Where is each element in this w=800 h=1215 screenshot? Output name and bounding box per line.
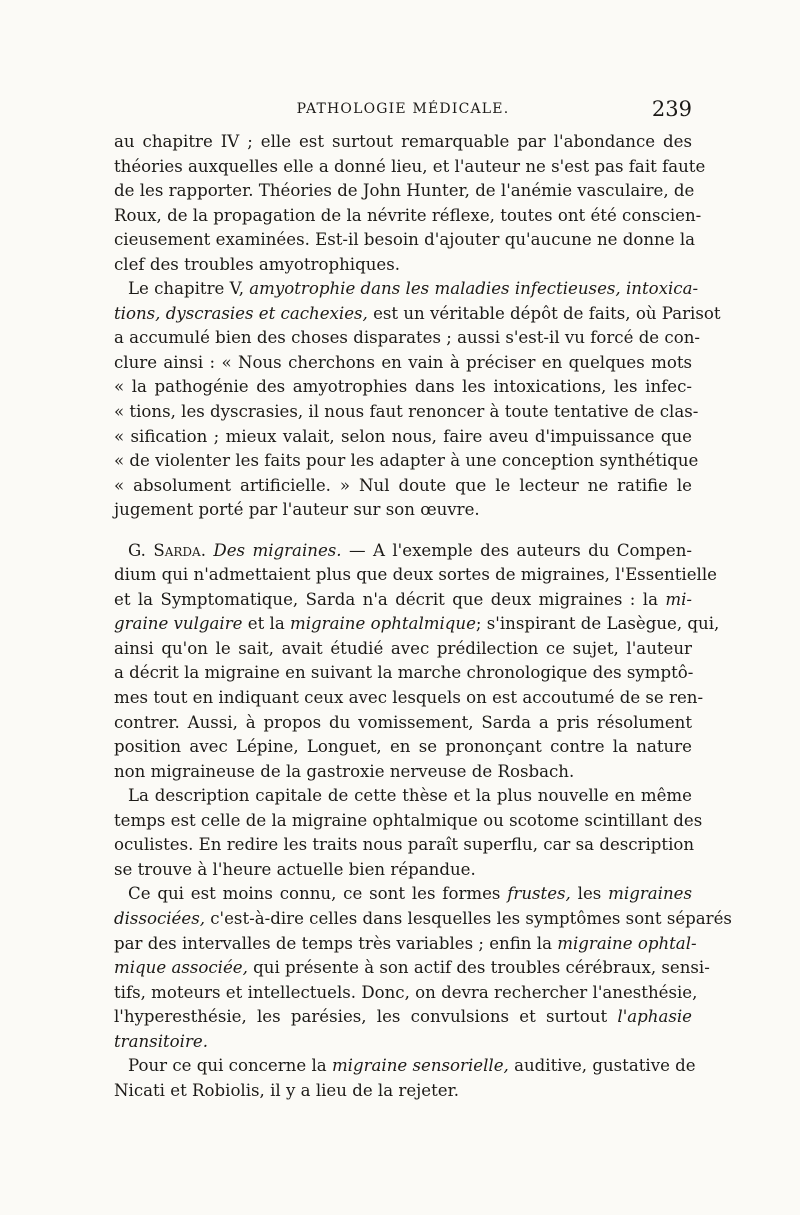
italic-run: amyotrophie dans les maladies infectieuses, intoxica-	[249, 279, 699, 299]
italic-run: migraines	[608, 884, 692, 904]
text-line	[114, 425, 692, 450]
text-line	[114, 858, 692, 883]
text-line	[114, 809, 703, 834]
italic-run: frustes,	[507, 884, 571, 904]
italic-run: tions, dyscrasies et cachexies,	[114, 303, 368, 323]
text-run: par des intervalles de temps très variables ; enfin la	[114, 933, 558, 953]
italic-run: migraine sensorielle,	[331, 1056, 509, 1076]
text-run: ; s'inspirant de Lasègue, qui,	[475, 614, 720, 634]
text-line	[114, 474, 692, 499]
text-run: « la pathogénie des amyotrophies dans les intoxications, les infec-	[114, 377, 692, 397]
text-line	[114, 686, 704, 711]
text-run: temps est celle de la migraine ophtalmique ou scotome scintillant des	[114, 810, 703, 830]
text-line	[114, 204, 702, 229]
italic-run: migraine ophtalmique	[290, 614, 476, 634]
text-line	[114, 711, 692, 736]
text-line	[114, 1005, 692, 1030]
text-line	[114, 612, 720, 637]
italic-run: l'aphasie	[617, 1007, 692, 1027]
text-line	[114, 661, 692, 686]
body-text	[114, 130, 732, 1103]
text-run: « tions, les dyscrasies, il nous faut renoncer à toute tentative de clas-	[114, 402, 699, 422]
text-line	[114, 784, 692, 809]
text-run: jugement porté par l'auteur sur son œuvre.	[114, 500, 480, 520]
text-run: non migraineuse de la gastroxie nerveuse de Rosbach.	[114, 761, 575, 781]
text-line	[114, 588, 692, 613]
text-run: dium qui n'admettaient plus que deux sortes de migraines, l'Essentielle	[114, 565, 717, 585]
text-run: théories auxquelles elle a donné lieu, et l'auteur ne s'est pas fait faute	[114, 156, 706, 176]
text-run: auditive, gustative de	[508, 1056, 696, 1076]
text-line	[114, 563, 717, 588]
text-line	[114, 907, 732, 932]
text-run: a accumulé bien des choses disparates ; aussi s'est-il vu forcé de con-	[114, 328, 700, 348]
paragraph	[114, 1054, 696, 1103]
text-line	[114, 735, 692, 760]
text-line	[114, 637, 692, 662]
text-line	[114, 1030, 692, 1055]
paragraph	[114, 784, 703, 882]
paragraph	[114, 882, 732, 1054]
italic-run: Des migraines.	[213, 540, 342, 560]
italic-run: mique associée,	[114, 958, 248, 978]
text-line	[114, 155, 706, 180]
text-line	[114, 449, 699, 474]
text-run: ainsi qu'on le sait, avait étudié avec prédilection ce sujet, l'auteur	[114, 638, 692, 658]
text-line	[114, 302, 721, 327]
text-line	[114, 228, 696, 253]
text-line	[114, 1054, 696, 1079]
text-run: mes tout en indiquant ceux avec lesquels on est accoutumé de se ren-	[114, 688, 704, 708]
text-run: l'hyperesthésie, les parésies, les convulsions et surtout	[114, 1007, 618, 1027]
text-line	[114, 882, 692, 907]
text-run: La description capitale de cette thèse et la plus nouvelle en même	[128, 786, 692, 806]
paragraph	[114, 130, 706, 277]
text-run: clef des troubles amyotrophiques.	[114, 254, 401, 274]
text-run: au chapitre IV ; elle est surtout remarquable par l'abondance des	[114, 132, 692, 151]
text-run: est un véritable dépôt de faits, où Parisot	[367, 303, 721, 323]
paragraph-gap	[114, 523, 692, 539]
italic-run: transitoire.	[114, 1031, 208, 1051]
text-run: « sification ; mieux valait, selon nous, faire aveu d'impuissance que	[114, 426, 692, 446]
text-line	[114, 253, 692, 278]
text-line	[114, 326, 700, 351]
text-run: tifs, moteurs et intellectuels. Donc, on devra rechercher l'anesthésie,	[114, 982, 698, 1002]
text-run: Pour ce qui concerne la	[128, 1056, 332, 1076]
running-title: PATHOLOGIE MÉDICALE.	[296, 101, 510, 117]
text-line	[114, 130, 692, 155]
text-line	[114, 277, 699, 302]
text-line	[114, 351, 692, 376]
text-run: et la	[242, 614, 290, 634]
text-line	[114, 1079, 692, 1104]
text-run: et la Symptomatique, Sarda n'a décrit que deux migraines : la	[114, 589, 666, 609]
italic-run: mi-	[665, 589, 692, 609]
text-line	[114, 956, 710, 981]
running-head	[114, 97, 692, 125]
text-run: qui présente à son actif des troubles cérébraux, sensi-	[247, 958, 710, 978]
text-line	[114, 498, 692, 523]
text-run: se trouve à l'heure actuelle bien répandue.	[114, 859, 476, 879]
text-run: cieusement examinées. Est-il besoin d'ajouter qu'aucune ne donne la	[114, 230, 696, 250]
text-run: a décrit la migraine en suivant la marche chronologique des symptô-	[114, 663, 694, 683]
text-line	[114, 760, 692, 785]
text-run: — A l'exemple des auteurs du Compen-	[341, 540, 693, 560]
text-run: oculistes. En redire les traits nous paraît superflu, car sa description	[114, 835, 695, 855]
text-line	[114, 179, 695, 204]
text-run: de les rapporter. Théories de John Hunter, de l'anémie vasculaire, de	[114, 181, 695, 201]
text-line	[114, 833, 695, 858]
italic-run: dissociées,	[114, 908, 205, 928]
author-name: G. Sarda.	[128, 540, 214, 560]
text-run: « de violenter les faits pour les adapter à une conception synthétique	[114, 451, 699, 471]
text-run: clure ainsi : « Nous cherchons en vain à préciser en quelques mots	[114, 352, 692, 372]
text-run: Roux, de la propagation de la névrite réflexe, toutes ont été conscien-	[114, 205, 702, 225]
text-run: « absolument artificielle. » Nul doute que le lecteur ne ratifie le	[114, 475, 692, 495]
text-line	[114, 375, 692, 400]
text-run: Nicati et Robiolis, il y a lieu de la rejeter.	[114, 1080, 459, 1100]
paragraph	[114, 539, 720, 784]
text-run: c'est-à-dire celles dans lesquelles les symptômes sont séparés	[204, 908, 732, 928]
text-line	[114, 539, 692, 564]
text-run: Le chapitre V,	[128, 279, 250, 299]
page-number: 239	[651, 97, 692, 121]
text-run: les	[570, 884, 609, 904]
text-run: position avec Lépine, Longuet, en se prononçant contre la nature	[114, 737, 692, 757]
text-line	[114, 400, 699, 425]
text-run: contrer. Aussi, à propos du vomissement, Sarda a pris résolument	[114, 712, 692, 732]
text-run: Ce qui est moins connu, ce sont les formes	[128, 884, 508, 904]
paragraph	[114, 277, 721, 522]
italic-run: graine vulgaire	[114, 614, 243, 634]
italic-run: migraine ophtal-	[557, 933, 697, 953]
text-line	[114, 981, 698, 1006]
text-line	[114, 932, 697, 957]
